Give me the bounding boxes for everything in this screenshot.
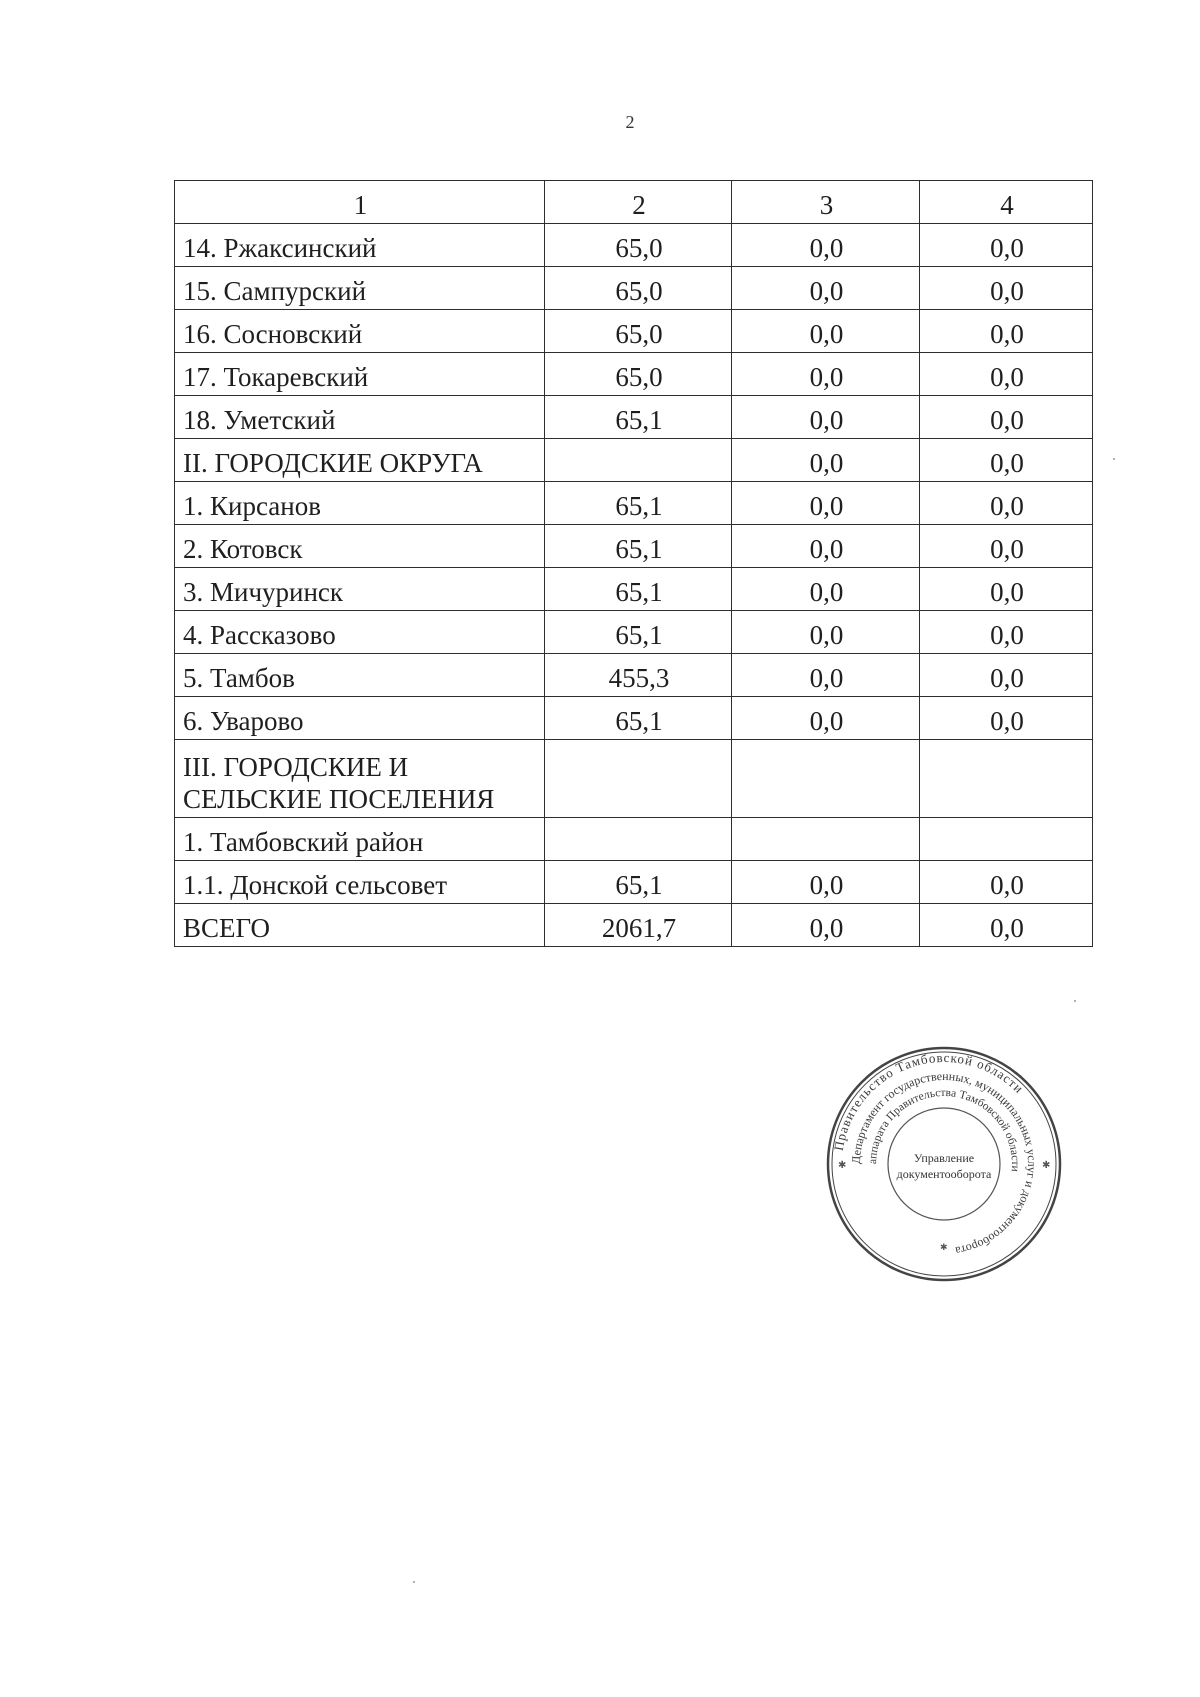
row-col3-cell: 0,0 <box>732 568 920 611</box>
row-col4-cell <box>920 818 1093 861</box>
row-col3-cell: 0,0 <box>732 310 920 353</box>
row-col4-cell: 0,0 <box>920 904 1093 947</box>
row-name-cell: 17. Токаревский <box>175 353 545 396</box>
row-name-cell: 1. Тамбовский район <box>175 818 545 861</box>
table-row <box>175 740 1093 818</box>
row-col2-cell: 65,0 <box>545 267 732 310</box>
stamp-inner-text: аппарата Правительства Тамбовской области <box>866 1086 1022 1173</box>
row-col4-cell: 0,0 <box>920 654 1093 697</box>
row-col3-cell: 0,0 <box>732 353 920 396</box>
stamp-outer-text: Правительство Тамбовской области <box>830 1049 1027 1152</box>
header-col-2: 2 <box>545 181 732 224</box>
scan-speck <box>1074 1000 1076 1002</box>
row-col3-cell: 0,0 <box>732 482 920 525</box>
row-col4-cell: 0,0 <box>920 224 1093 267</box>
row-col4-cell: 0,0 <box>920 697 1093 740</box>
stamp-center-line-2: документооборота <box>896 1167 992 1181</box>
scan-speck <box>413 1581 415 1583</box>
row-col4-cell: 0,0 <box>920 353 1093 396</box>
row-col2-cell: 455,3 <box>545 654 732 697</box>
row-col2-cell: 65,1 <box>545 396 732 439</box>
row-col2-cell <box>545 740 732 818</box>
row-name-cell: 5. Тамбов <box>175 654 545 697</box>
row-col2-cell <box>545 439 732 482</box>
row-name-cell: 1. Кирсанов <box>175 482 545 525</box>
table-row <box>175 396 1093 439</box>
page-number: 2 <box>625 112 635 132</box>
row-name-cell: 16. Сосновский <box>175 310 545 353</box>
table-row <box>175 267 1093 310</box>
row-name-cell: 18. Уметский <box>175 396 545 439</box>
row-col3-cell: 0,0 <box>732 267 920 310</box>
row-col3-cell: 0,0 <box>732 525 920 568</box>
table-row <box>175 697 1093 740</box>
table-row <box>175 611 1093 654</box>
table-row <box>175 904 1093 947</box>
row-col2-cell: 65,1 <box>545 611 732 654</box>
row-col3-cell <box>732 818 920 861</box>
table-row <box>175 654 1093 697</box>
table-row <box>175 568 1093 611</box>
row-col4-cell: 0,0 <box>920 525 1093 568</box>
table-row <box>175 310 1093 353</box>
row-col3-cell: 0,0 <box>732 697 920 740</box>
row-col4-cell: 0,0 <box>920 861 1093 904</box>
row-col2-cell <box>545 818 732 861</box>
row-col4-cell: 0,0 <box>920 396 1093 439</box>
stamp-seal <box>824 1044 1064 1284</box>
row-col2-cell: 65,1 <box>545 861 732 904</box>
row-name-cell: 4. Рассказово <box>175 611 545 654</box>
row-col4-cell: 0,0 <box>920 439 1093 482</box>
header-col-3: 3 <box>732 181 920 224</box>
stamp-star-left-icon: ✱ <box>838 1160 847 1171</box>
stamp-middle-text: Департамент государственных, муниципальных услуг и документооборота <box>848 1068 1040 1259</box>
row-name-cell: 14. Ржаксинский <box>175 224 545 267</box>
row-col2-cell: 65,0 <box>545 310 732 353</box>
stamp-center-line-1: Управление <box>913 1151 975 1165</box>
table-row <box>175 861 1093 904</box>
row-col3-cell: 0,0 <box>732 654 920 697</box>
header-col-1: 1 <box>175 181 545 224</box>
row-name-cell: ВСЕГО <box>175 904 545 947</box>
row-col2-cell: 65,1 <box>545 697 732 740</box>
row-col3-cell <box>732 740 920 818</box>
row-name-cell: III. ГОРОДСКИЕ И СЕЛЬСКИЕ ПОСЕЛЕНИЯ <box>175 740 545 818</box>
row-col2-cell: 65,1 <box>545 568 732 611</box>
row-col3-cell: 0,0 <box>732 861 920 904</box>
table-header-row <box>175 181 1093 224</box>
row-col3-cell: 0,0 <box>732 439 920 482</box>
table-row <box>175 353 1093 396</box>
official-stamp <box>824 1044 1064 1284</box>
stamp-star-right-icon: ✱ <box>1042 1160 1051 1171</box>
data-table <box>174 180 1093 947</box>
table-row <box>175 224 1093 267</box>
header-col-4: 4 <box>920 181 1093 224</box>
row-name-cell: 15. Сампурский <box>175 267 545 310</box>
row-col3-cell: 0,0 <box>732 611 920 654</box>
row-col4-cell: 0,0 <box>920 568 1093 611</box>
row-name-cell: 1.1. Донской сельсовет <box>175 861 545 904</box>
row-col2-cell: 65,0 <box>545 353 732 396</box>
row-col4-cell: 0,0 <box>920 482 1093 525</box>
row-col3-cell: 0,0 <box>732 224 920 267</box>
row-name-cell: 6. Уварово <box>175 697 545 740</box>
row-name-cell: 2. Котовск <box>175 525 545 568</box>
row-name-cell: 3. Мичуринск <box>175 568 545 611</box>
row-col4-cell <box>920 740 1093 818</box>
row-col3-cell: 0,0 <box>732 904 920 947</box>
scan-speck <box>1113 458 1115 460</box>
row-col2-cell: 65,1 <box>545 482 732 525</box>
table-row <box>175 482 1093 525</box>
row-col2-cell: 65,1 <box>545 525 732 568</box>
row-col4-cell: 0,0 <box>920 267 1093 310</box>
row-name-cell: II. ГОРОДСКИЕ ОКРУГА <box>175 439 545 482</box>
stamp-star-bottom-icon: ✱ <box>940 1242 948 1252</box>
table-row <box>175 525 1093 568</box>
row-col3-cell: 0,0 <box>732 396 920 439</box>
row-col2-cell: 2061,7 <box>545 904 732 947</box>
row-col4-cell: 0,0 <box>920 611 1093 654</box>
table-row <box>175 439 1093 482</box>
row-col2-cell: 65,0 <box>545 224 732 267</box>
table-row <box>175 818 1093 861</box>
row-col4-cell: 0,0 <box>920 310 1093 353</box>
